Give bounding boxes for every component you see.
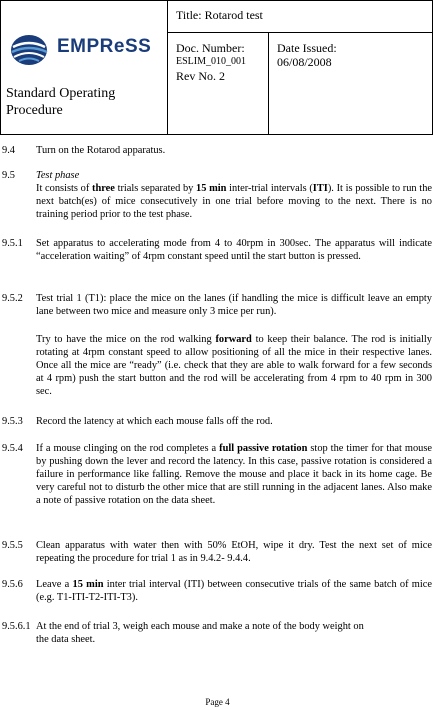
section-number: 9.5.2 [2, 293, 23, 304]
section-text: Test trial 1 (T1): place the mice on the lanes (if handling the mice is difficult leave an empty lane between two mice and measure only 3 mice per run). [36, 293, 432, 317]
section-text: Set apparatus to accelerating mode from 4 to 40rpm in 300sec. The apparatus will indicate “acceleration waiting” of 4rpm constant speed until the start button is pressed. [36, 238, 432, 262]
section-text: Leave a 15 min inter trial interval (ITI) between consecutive trials of the same batch of mice (e.g. T1-ITI-T2-ITI-T3). [36, 579, 432, 603]
doc-number: ESLIM_010_001 [176, 56, 246, 67]
section-number: 9.4 [2, 145, 15, 156]
section-number: 9.5.1 [2, 238, 23, 249]
section-text: Clean apparatus with water then with 50% EtOH, wipe it dry. Test the next set of mice repeating the procedure for trial 1 as in 9.4.2- 9.4.4. [36, 540, 432, 564]
section-number: 9.5.4 [2, 443, 23, 454]
section-text-continued: the data sheet. [36, 634, 96, 645]
page-number: Page 4 [205, 697, 230, 707]
instruction-paragraph: Try to have the mice on the rod walking forward to keep their balance. The rod is initially rotating at 4rpm constant speed to allow positioning of all the mice in their respective lanes. Once all the mice are “ready” (i.e. check that they are able to walk forward for a few seconds at 4 rpm) push the start button and the rod will be accelerating from 4 rpm to 40 rpm in 300 sec. [36, 334, 432, 397]
date-issued: 06/08/2008 [277, 55, 332, 69]
logo-cell [1, 1, 168, 135]
logo-wordmark: EMPReSS [57, 36, 152, 57]
date-issued-cell: Date Issued: 06/08/2008 [269, 33, 433, 135]
section-number: 9.5.6.1 [2, 621, 31, 632]
section-number: 9.5.3 [2, 416, 23, 427]
section-text: It consists of three trials separated by 15 min inter-trial intervals (ITI). It is possible to run the next batch(es) of mice consecutively in one trial before moving to the next. There is no training period prior to the test phase. [36, 183, 432, 220]
section-text: Record the latency at which each mouse falls off the rod. [36, 416, 273, 427]
globe-icon [7, 31, 53, 69]
section-heading: Test phase [36, 170, 80, 181]
section-number: 9.5.6 [2, 579, 23, 590]
revision-number: Rev No. 2 [176, 69, 225, 83]
document-title: Title: Rotarod test [168, 1, 433, 33]
empress-logo [7, 31, 157, 69]
document-header [0, 0, 433, 135]
sop-label: Standard Operating Procedure [6, 86, 116, 118]
section-text: If a mouse clinging on the rod completes a full passive rotation stop the timer for that mouse by pushing down the lever and record the latency. In this case, passive rotation is considered a failure in performance like falling. Remove the mouse and place it back in its home cage. Be very careful not to disturb the other mice that are still running in the adjacent lanes. Also make a note of passive rotation on the data sheet. [36, 443, 432, 506]
section-text: At the end of trial 3, weigh each mouse and make a note of the body weight on [36, 621, 364, 632]
section-text: Turn on the Rotarod apparatus. [36, 145, 166, 156]
section-number: 9.5.5 [2, 540, 23, 551]
section-number: 9.5 [2, 170, 15, 181]
doc-number-cell: Doc. Number: ESLIM_010_001 Rev No. 2 [168, 33, 269, 135]
